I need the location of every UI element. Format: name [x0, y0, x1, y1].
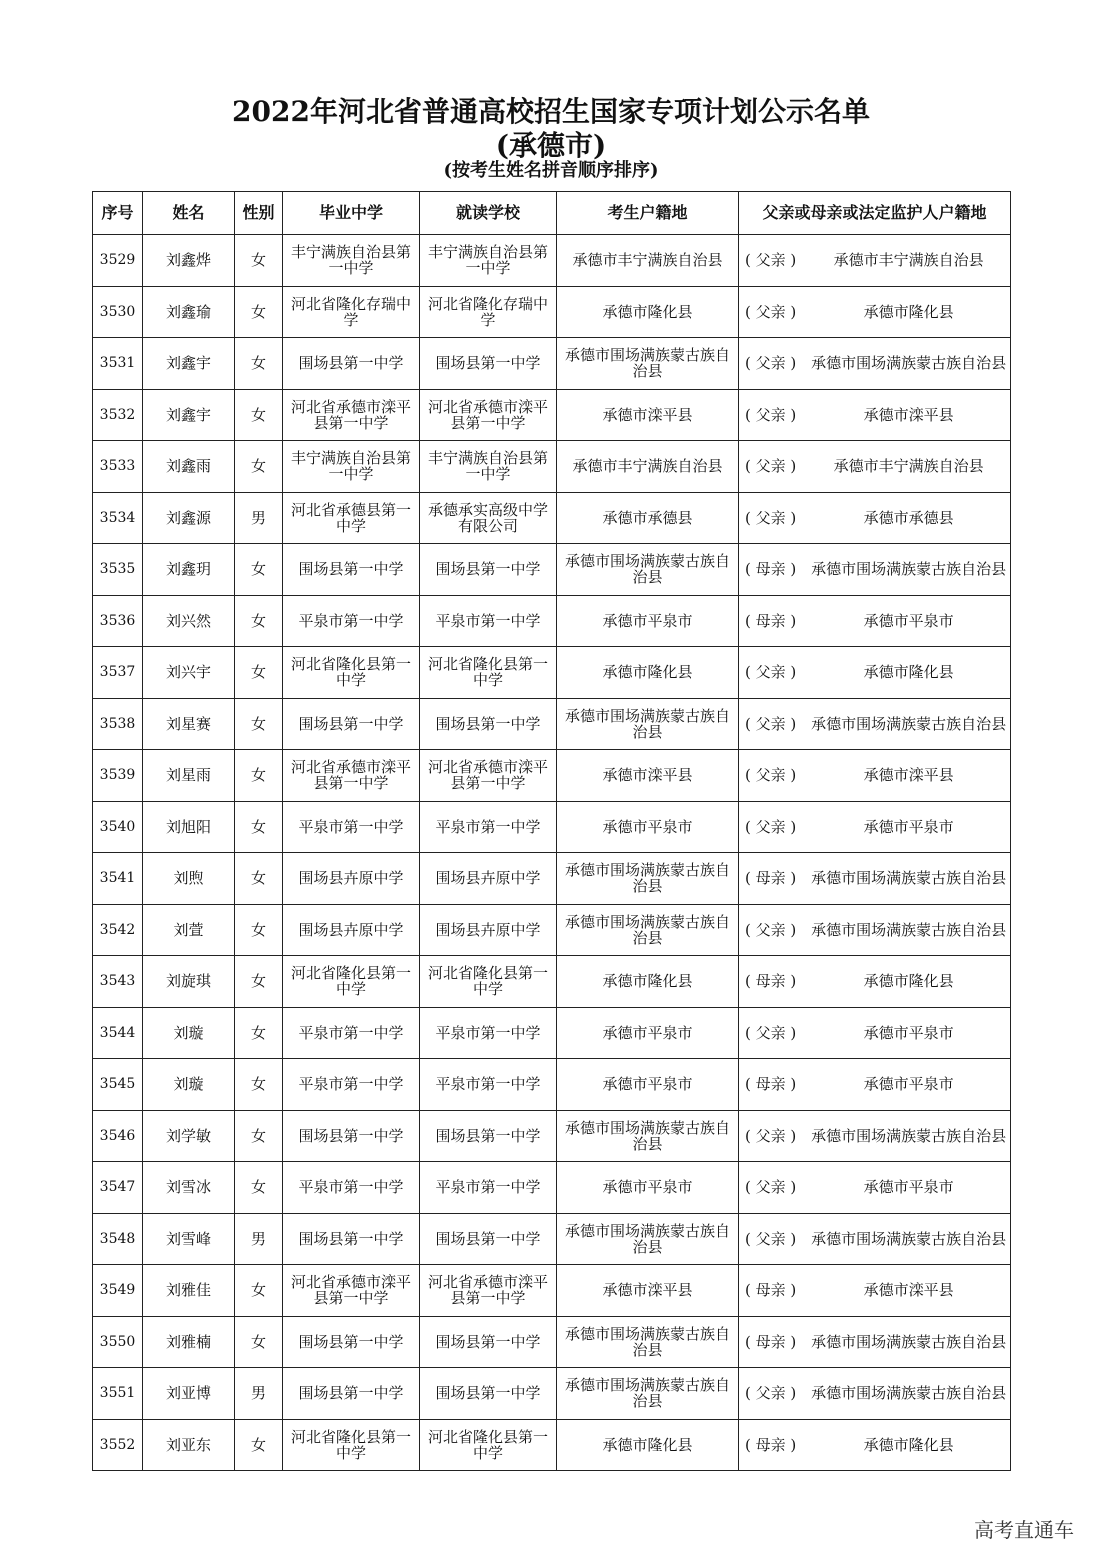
table-row — [93, 698, 1011, 750]
header-current-school: 就读学校 — [420, 192, 557, 235]
cell-parent-hukou — [739, 801, 1011, 853]
table-row — [93, 1419, 1011, 1471]
cell-seq: 3530 — [93, 286, 143, 338]
cell-gender: 女 — [235, 441, 283, 493]
cell-gender: 女 — [235, 1265, 283, 1317]
parent-place: 承德市丰宁满族自治县 — [833, 251, 984, 270]
cell-current-school: 丰宁满族自治县第一中学 — [420, 235, 557, 287]
cell-student-hukou: 承德市丰宁满族自治县 — [557, 235, 739, 287]
parent-place: 承德市围场满族蒙古族自治县 — [811, 560, 1007, 579]
parent-place: 承德市围场满族蒙古族自治县 — [811, 714, 1007, 733]
cell-student-hukou: 承德市平泉市 — [557, 595, 739, 647]
cell-graduated-school: 平泉市第一中学 — [283, 1162, 420, 1214]
cell-current-school: 河北省承德市滦平县第一中学 — [420, 1265, 557, 1317]
header-student-hukou: 考生户籍地 — [557, 192, 739, 235]
cell-parent-hukou — [739, 286, 1011, 338]
cell-graduated-school: 围场县第一中学 — [283, 544, 420, 596]
cell-graduated-school: 河北省隆化县第一中学 — [283, 956, 420, 1008]
table-row — [93, 1110, 1011, 1162]
cell-gender: 男 — [235, 492, 283, 544]
cell-seq: 3540 — [93, 801, 143, 853]
parent-place: 承德市平泉市 — [863, 817, 954, 836]
watermark-text: 高考直通车 — [974, 1518, 1074, 1542]
cell-gender: 女 — [235, 1059, 283, 1111]
table-row — [93, 1162, 1011, 1214]
table-row — [93, 544, 1011, 596]
cell-graduated-school: 围场县第一中学 — [283, 1213, 420, 1265]
cell-seq: 3531 — [93, 338, 143, 390]
cell-gender: 女 — [235, 1110, 283, 1162]
header-seq: 序号 — [93, 192, 143, 235]
parent-place: 承德市隆化县 — [863, 663, 954, 682]
parent-relation: ( 父亲 ) — [745, 766, 797, 785]
parent-place: 承德市围场满族蒙古族自治县 — [811, 920, 1007, 939]
parent-relation: ( 父亲 ) — [745, 302, 797, 321]
cell-name: 刘兴宇 — [143, 647, 235, 699]
cell-parent-hukou — [739, 1265, 1011, 1317]
parent-relation: ( 母亲 ) — [745, 1281, 797, 1300]
cell-parent-hukou — [739, 1419, 1011, 1471]
cell-student-hukou: 承德市隆化县 — [557, 1419, 739, 1471]
table-header-row — [93, 192, 1011, 235]
cell-seq: 3533 — [93, 441, 143, 493]
cell-gender: 女 — [235, 698, 283, 750]
cell-graduated-school: 河北省隆化县第一中学 — [283, 1419, 420, 1471]
cell-name: 刘学敏 — [143, 1110, 235, 1162]
parent-place: 承德市滦平县 — [863, 1281, 954, 1300]
parent-relation: ( 父亲 ) — [745, 1023, 797, 1042]
table-row — [93, 1316, 1011, 1368]
cell-name: 刘雅佳 — [143, 1265, 235, 1317]
cell-seq: 3547 — [93, 1162, 143, 1214]
cell-parent-hukou — [739, 544, 1011, 596]
cell-current-school: 河北省隆化县第一中学 — [420, 956, 557, 1008]
table-row — [93, 235, 1011, 287]
cell-seq: 3549 — [93, 1265, 143, 1317]
cell-parent-hukou — [739, 698, 1011, 750]
cell-parent-hukou — [739, 441, 1011, 493]
cell-gender: 女 — [235, 389, 283, 441]
parent-relation: ( 母亲 ) — [745, 972, 797, 991]
cell-seq: 3532 — [93, 389, 143, 441]
cell-student-hukou: 承德市承德县 — [557, 492, 739, 544]
cell-current-school: 围场县第一中学 — [420, 338, 557, 390]
cell-graduated-school: 围场县卉原中学 — [283, 904, 420, 956]
table-row — [93, 853, 1011, 905]
cell-student-hukou: 承德市滦平县 — [557, 750, 739, 802]
cell-seq: 3548 — [93, 1213, 143, 1265]
cell-current-school: 河北省隆化县第一中学 — [420, 1419, 557, 1471]
cell-name: 刘旋琪 — [143, 956, 235, 1008]
cell-name: 刘星雨 — [143, 750, 235, 802]
cell-current-school: 围场县卉原中学 — [420, 904, 557, 956]
cell-seq: 3546 — [93, 1110, 143, 1162]
cell-seq: 3543 — [93, 956, 143, 1008]
header-parent-hukou: 父亲或母亲或法定监护人户籍地 — [739, 192, 1011, 235]
cell-seq: 3535 — [93, 544, 143, 596]
cell-parent-hukou — [739, 389, 1011, 441]
cell-parent-hukou — [739, 1007, 1011, 1059]
parent-place: 承德市平泉市 — [863, 611, 954, 630]
parent-relation: ( 父亲 ) — [745, 1178, 797, 1197]
header-name: 姓名 — [143, 192, 235, 235]
table-row — [93, 338, 1011, 390]
cell-gender: 女 — [235, 544, 283, 596]
cell-current-school: 围场县第一中学 — [420, 1316, 557, 1368]
table-row — [93, 1213, 1011, 1265]
table-row — [93, 492, 1011, 544]
table-row — [93, 750, 1011, 802]
cell-student-hukou: 承德市丰宁满族自治县 — [557, 441, 739, 493]
cell-graduated-school: 丰宁满族自治县第一中学 — [283, 441, 420, 493]
parent-place: 承德市围场满族蒙古族自治县 — [811, 1126, 1007, 1145]
cell-name: 刘萱 — [143, 904, 235, 956]
parent-relation: ( 母亲 ) — [745, 611, 797, 630]
cell-current-school: 围场县卉原中学 — [420, 853, 557, 905]
cell-student-hukou: 承德市滦平县 — [557, 1265, 739, 1317]
cell-graduated-school: 河北省承德市滦平县第一中学 — [283, 1265, 420, 1317]
cell-graduated-school: 平泉市第一中学 — [283, 801, 420, 853]
table-row — [93, 1265, 1011, 1317]
cell-graduated-school: 围场县第一中学 — [283, 1368, 420, 1420]
cell-current-school: 围场县第一中学 — [420, 698, 557, 750]
parent-place: 承德市围场满族蒙古族自治县 — [811, 1384, 1007, 1403]
table-row — [93, 595, 1011, 647]
cell-parent-hukou — [739, 904, 1011, 956]
cell-parent-hukou — [739, 1162, 1011, 1214]
cell-parent-hukou — [739, 1110, 1011, 1162]
cell-seq: 3541 — [93, 853, 143, 905]
cell-name: 刘亚东 — [143, 1419, 235, 1471]
cell-gender: 女 — [235, 235, 283, 287]
table-row — [93, 389, 1011, 441]
cell-current-school: 河北省承德市滦平县第一中学 — [420, 750, 557, 802]
cell-current-school: 围场县第一中学 — [420, 544, 557, 596]
cell-name: 刘鑫瑜 — [143, 286, 235, 338]
cell-gender: 男 — [235, 1368, 283, 1420]
parent-place: 承德市平泉市 — [863, 1023, 954, 1042]
cell-gender: 女 — [235, 1007, 283, 1059]
cell-graduated-school: 河北省隆化存瑞中学 — [283, 286, 420, 338]
document-subtitle-city: (承德市) — [495, 129, 607, 162]
cell-gender: 女 — [235, 338, 283, 390]
cell-student-hukou: 承德市围场满族蒙古族自治县 — [557, 1368, 739, 1420]
table-row — [93, 801, 1011, 853]
cell-seq: 3550 — [93, 1316, 143, 1368]
table-row — [93, 1007, 1011, 1059]
cell-seq: 3545 — [93, 1059, 143, 1111]
parent-place: 承德市滦平县 — [863, 766, 954, 785]
cell-name: 刘雪冰 — [143, 1162, 235, 1214]
cell-name: 刘鑫宇 — [143, 338, 235, 390]
parent-relation: ( 父亲 ) — [745, 1229, 797, 1248]
cell-parent-hukou — [739, 853, 1011, 905]
cell-current-school: 河北省隆化县第一中学 — [420, 647, 557, 699]
cell-parent-hukou — [739, 492, 1011, 544]
cell-name: 刘雪峰 — [143, 1213, 235, 1265]
parent-relation: ( 父亲 ) — [745, 920, 797, 939]
cell-current-school: 承德承实高级中学有限公司 — [420, 492, 557, 544]
table-row — [93, 904, 1011, 956]
cell-parent-hukou — [739, 1059, 1011, 1111]
cell-student-hukou: 承德市滦平县 — [557, 389, 739, 441]
cell-graduated-school: 围场县卉原中学 — [283, 853, 420, 905]
cell-parent-hukou — [739, 235, 1011, 287]
cell-name: 刘煦 — [143, 853, 235, 905]
cell-student-hukou: 承德市隆化县 — [557, 647, 739, 699]
parent-relation: ( 父亲 ) — [745, 817, 797, 836]
cell-seq: 3529 — [93, 235, 143, 287]
cell-gender: 女 — [235, 904, 283, 956]
cell-seq: 3551 — [93, 1368, 143, 1420]
parent-relation: ( 父亲 ) — [745, 457, 797, 476]
cell-graduated-school: 平泉市第一中学 — [283, 595, 420, 647]
cell-current-school: 围场县第一中学 — [420, 1110, 557, 1162]
cell-current-school: 河北省承德市滦平县第一中学 — [420, 389, 557, 441]
cell-seq: 3539 — [93, 750, 143, 802]
parent-relation: ( 母亲 ) — [745, 560, 797, 579]
cell-student-hukou: 承德市围场满族蒙古族自治县 — [557, 853, 739, 905]
cell-parent-hukou — [739, 647, 1011, 699]
parent-relation: ( 父亲 ) — [745, 714, 797, 733]
table-row — [93, 1059, 1011, 1111]
parent-place: 承德市围场满族蒙古族自治县 — [811, 1229, 1007, 1248]
parent-relation: ( 父亲 ) — [745, 663, 797, 682]
cell-parent-hukou — [739, 750, 1011, 802]
cell-parent-hukou — [739, 595, 1011, 647]
roster-table — [92, 191, 1011, 1471]
cell-seq: 3552 — [93, 1419, 143, 1471]
parent-relation: ( 父亲 ) — [745, 251, 797, 270]
cell-graduated-school: 围场县第一中学 — [283, 338, 420, 390]
parent-place: 承德市丰宁满族自治县 — [833, 457, 984, 476]
cell-current-school: 围场县第一中学 — [420, 1213, 557, 1265]
cell-graduated-school: 河北省承德市滦平县第一中学 — [283, 389, 420, 441]
cell-student-hukou: 承德市围场满族蒙古族自治县 — [557, 1213, 739, 1265]
cell-student-hukou: 承德市围场满族蒙古族自治县 — [557, 544, 739, 596]
cell-name: 刘兴然 — [143, 595, 235, 647]
cell-name: 刘鑫源 — [143, 492, 235, 544]
cell-seq: 3542 — [93, 904, 143, 956]
cell-gender: 女 — [235, 853, 283, 905]
cell-name: 刘旭阳 — [143, 801, 235, 853]
cell-student-hukou: 承德市围场满族蒙古族自治县 — [557, 904, 739, 956]
cell-name: 刘璇 — [143, 1059, 235, 1111]
cell-current-school: 平泉市第一中学 — [420, 801, 557, 853]
parent-place: 承德市滦平县 — [863, 405, 954, 424]
cell-seq: 3534 — [93, 492, 143, 544]
cell-gender: 女 — [235, 595, 283, 647]
cell-parent-hukou — [739, 956, 1011, 1008]
cell-student-hukou: 承德市围场满族蒙古族自治县 — [557, 1110, 739, 1162]
cell-name: 刘鑫烨 — [143, 235, 235, 287]
cell-graduated-school: 丰宁满族自治县第一中学 — [283, 235, 420, 287]
parent-place: 承德市围场满族蒙古族自治县 — [811, 354, 1007, 373]
cell-gender: 女 — [235, 956, 283, 1008]
cell-gender: 男 — [235, 1213, 283, 1265]
cell-graduated-school: 平泉市第一中学 — [283, 1007, 420, 1059]
parent-place: 承德市隆化县 — [863, 1435, 954, 1454]
cell-student-hukou: 承德市平泉市 — [557, 1059, 739, 1111]
cell-current-school: 围场县第一中学 — [420, 1368, 557, 1420]
parent-place: 承德市隆化县 — [863, 972, 954, 991]
cell-seq: 3538 — [93, 698, 143, 750]
cell-parent-hukou — [739, 1368, 1011, 1420]
parent-place: 承德市承德县 — [863, 508, 954, 527]
table-row — [93, 286, 1011, 338]
table-body — [93, 235, 1011, 1471]
parent-relation: ( 父亲 ) — [745, 354, 797, 373]
parent-relation: ( 父亲 ) — [745, 1126, 797, 1145]
cell-student-hukou: 承德市隆化县 — [557, 956, 739, 1008]
cell-student-hukou: 承德市围场满族蒙古族自治县 — [557, 1316, 739, 1368]
cell-gender: 女 — [235, 1316, 283, 1368]
cell-name: 刘星赛 — [143, 698, 235, 750]
cell-student-hukou: 承德市平泉市 — [557, 1162, 739, 1214]
cell-gender: 女 — [235, 286, 283, 338]
parent-relation: ( 母亲 ) — [745, 1332, 797, 1351]
cell-graduated-school: 平泉市第一中学 — [283, 1059, 420, 1111]
parent-place: 承德市隆化县 — [863, 302, 954, 321]
cell-name: 刘璇 — [143, 1007, 235, 1059]
cell-seq: 3544 — [93, 1007, 143, 1059]
table-row — [93, 647, 1011, 699]
cell-name: 刘雅楠 — [143, 1316, 235, 1368]
cell-current-school: 平泉市第一中学 — [420, 1059, 557, 1111]
cell-student-hukou: 承德市平泉市 — [557, 801, 739, 853]
cell-name: 刘鑫雨 — [143, 441, 235, 493]
cell-parent-hukou — [739, 1316, 1011, 1368]
document-title: 2022年河北省普通高校招生国家专项计划公示名单 — [232, 95, 870, 128]
cell-graduated-school: 围场县第一中学 — [283, 1316, 420, 1368]
cell-name: 刘亚博 — [143, 1368, 235, 1420]
parent-relation: ( 母亲 ) — [745, 869, 797, 888]
parent-place: 承德市围场满族蒙古族自治县 — [811, 1332, 1007, 1351]
cell-seq: 3536 — [93, 595, 143, 647]
cell-current-school: 平泉市第一中学 — [420, 595, 557, 647]
cell-gender: 女 — [235, 1162, 283, 1214]
table-row — [93, 1368, 1011, 1420]
cell-name: 刘鑫玥 — [143, 544, 235, 596]
parent-relation: ( 母亲 ) — [745, 1075, 797, 1094]
parent-place: 承德市围场满族蒙古族自治县 — [811, 869, 1007, 888]
cell-gender: 女 — [235, 750, 283, 802]
cell-seq: 3537 — [93, 647, 143, 699]
table-row — [93, 956, 1011, 1008]
cell-graduated-school: 围场县第一中学 — [283, 1110, 420, 1162]
parent-relation: ( 母亲 ) — [745, 1435, 797, 1454]
cell-parent-hukou — [739, 1213, 1011, 1265]
cell-name: 刘鑫宇 — [143, 389, 235, 441]
cell-gender: 女 — [235, 801, 283, 853]
cell-current-school: 平泉市第一中学 — [420, 1007, 557, 1059]
cell-graduated-school: 河北省隆化县第一中学 — [283, 647, 420, 699]
header-gender: 性别 — [235, 192, 283, 235]
cell-current-school: 平泉市第一中学 — [420, 1162, 557, 1214]
cell-current-school: 河北省隆化存瑞中学 — [420, 286, 557, 338]
parent-relation: ( 父亲 ) — [745, 405, 797, 424]
cell-student-hukou: 承德市平泉市 — [557, 1007, 739, 1059]
cell-gender: 女 — [235, 1419, 283, 1471]
parent-relation: ( 父亲 ) — [745, 508, 797, 527]
parent-place: 承德市平泉市 — [863, 1075, 954, 1094]
parent-place: 承德市平泉市 — [863, 1178, 954, 1197]
table-row — [93, 441, 1011, 493]
cell-student-hukou: 承德市围场满族蒙古族自治县 — [557, 338, 739, 390]
cell-parent-hukou — [739, 338, 1011, 390]
cell-current-school: 丰宁满族自治县第一中学 — [420, 441, 557, 493]
document-subtitle-sort: (按考生姓名拼音顺序排序) — [443, 160, 659, 181]
cell-student-hukou: 承德市隆化县 — [557, 286, 739, 338]
parent-relation: ( 父亲 ) — [745, 1384, 797, 1403]
cell-student-hukou: 承德市围场满族蒙古族自治县 — [557, 698, 739, 750]
cell-graduated-school: 河北省承德县第一中学 — [283, 492, 420, 544]
header-graduated-school: 毕业中学 — [283, 192, 420, 235]
cell-graduated-school: 河北省承德市滦平县第一中学 — [283, 750, 420, 802]
cell-gender: 女 — [235, 647, 283, 699]
cell-graduated-school: 围场县第一中学 — [283, 698, 420, 750]
